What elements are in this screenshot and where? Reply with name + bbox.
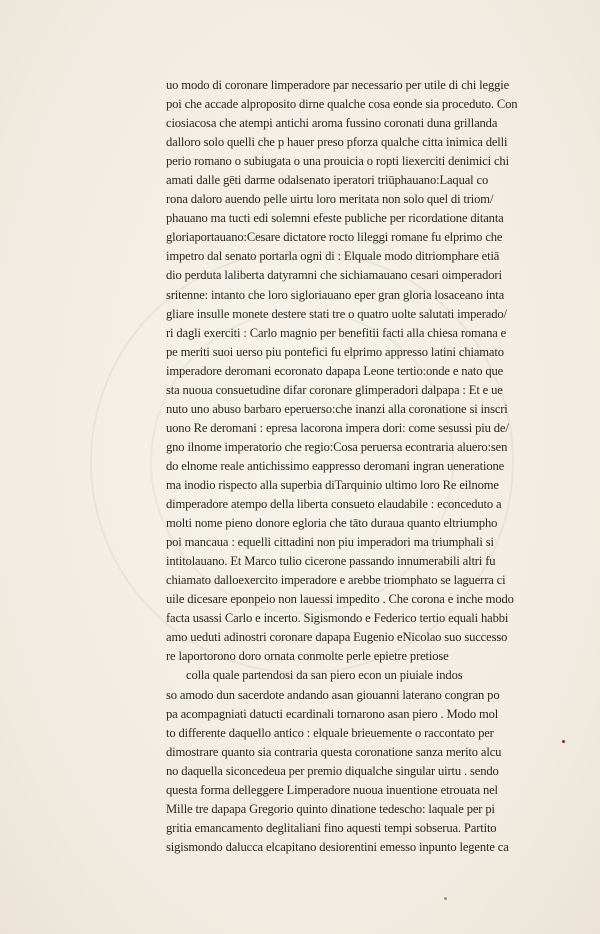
text-line: gliare insulle monete destere stati tre o quatro uolte salutati imperado/ — [166, 306, 507, 321]
text-line: chiamato dalloexercito imperadore e arebbe triomphato se laguerra ci — [166, 573, 506, 588]
text-line: rona daloro auendo pelle uirtu loro meritata non solo quel di triom/ — [166, 192, 494, 207]
text-line: colla quale partendosi da san piero econ un piuiale indos — [186, 668, 463, 683]
text-line: sritenne: intanto che loro sigloriauano eper gran gloria losaceano inta — [166, 287, 505, 302]
text-line: ma inodio rispecto alla superbia diTarquinio ultimo loro Re eilnome — [166, 477, 499, 492]
text-line: molti nome pieno donore egloria che tāto duraua quanto eltriumpho — [166, 516, 498, 531]
text-line: amo ueduti adinostri coronare dapapa Eugenio eNicolao suo successo — [166, 630, 508, 645]
text-line: gno ilnome imperatorio che regio:Cosa peruersa econtraria aluero:sen — [166, 439, 508, 454]
margin-mark — [562, 740, 565, 743]
text-block — [166, 76, 570, 857]
text-line: imperadore deromani ecoronato dapapa Leone tertio:onde e nato que — [166, 363, 504, 378]
text-line: so amodo dun sacerdote andando asan giouanni laterano congran po — [166, 687, 500, 702]
text-line: uile dicesare eponpeio non lauessi impedito . Che corona e inche modo — [166, 592, 514, 607]
text-line: uono Re deromani : epresa lacorona impera dori: come sesussi piu de/ — [166, 420, 509, 435]
text-line: no daquella siconcedeua per premio diqualche singular uirtu . sendo — [166, 763, 499, 778]
text-line: impetro dal senato portarla ogni di : Elquale modo ditriomphare etiā — [166, 249, 500, 264]
text-line: ciosiacosa che atempi antichi aroma fussino coronati duna grillanda — [166, 116, 498, 131]
text-line: to differente daquello antico : elquale brieuemente o raccontato per — [166, 725, 494, 740]
text-line: facta usassi Carlo e incerto. Sigismondo e Federico tertio equali habbi — [166, 611, 509, 626]
text-line: re laportorono doro ornata conmolte perle epietre pretiose — [166, 649, 449, 664]
text-line: perio romano o subiugata o una prouicia o ropti liexerciti denimici chi — [166, 154, 509, 169]
text-line: dimostrare quanto sia contraria questa coronatione sanza merito alcu — [166, 744, 502, 759]
text-line: nuto uno abuso barbaro eperuerso:che inanzi alla coronatione si inscri — [166, 401, 508, 416]
text-line: intitolauano. Et Marco tulio cicerone passando innumerabili altri fu — [166, 554, 496, 569]
text-line: sta nuoua consuetudine difar coronare glimperadori dalpapa : Et e ue — [166, 382, 503, 397]
text-line: poi mancaua : equelli cittadini non piu imperadori ma triumphali si — [166, 535, 494, 550]
text-line: gloriaportauano:Cesare dictatore rocto lileggi romane fu elprimo che — [166, 230, 503, 245]
text-line: do elnome reale antichissimo eappresso deromani ingran ueneratione — [166, 458, 505, 473]
text-line: gritia emancamento deglitaliani fino aquesti tempi sobserua. Partito — [166, 820, 497, 835]
text-line: pa acompagniati datucti ecardinali tornarono asan piero . Modo mol — [166, 706, 499, 721]
text-line: phauano ma tucti edi solemni efeste publiche per ricordatione ditanta — [166, 211, 504, 226]
text-line: poi che accade alproposito dirne qualche cosa eonde sia proceduto. Con — [166, 97, 518, 112]
text-line: sigismondo dalucca elcapitano desiorentini emesso inpunto legente ca — [166, 839, 509, 854]
paper-fleck — [444, 897, 447, 900]
text-line: ri dagli exerciti : Carlo magnio per benefitii facti alla chiesa romana e — [166, 325, 507, 340]
text-line: pe meriti suoi uerso piu pontefici fu elprimo appresso latini chiamato — [166, 344, 504, 359]
text-line: uo modo di coronare limperadore par necessario per utile di chi leggie — [166, 78, 510, 92]
text-line: amati dalle gēti darme odalsenato iperatori triūphauano:Laqual co — [166, 173, 489, 188]
text-line: Mille tre dapapa Gregorio quinto dinatione tedescho: laquale per pi — [166, 801, 495, 816]
text-line: questa forma delleggere Limperadore nuoua inuentione etrouata nel — [166, 782, 498, 797]
text-line: dimperadore atempo della liberta consueto elaudabile : econceduto a — [166, 497, 502, 512]
text-line: dalloro solo quelli che p hauer preso pforza qualche citta inimica delli — [166, 135, 508, 150]
text-line: dio perduta laliberta datyramni che sichiamauano cesari oimperadori — [166, 268, 502, 283]
